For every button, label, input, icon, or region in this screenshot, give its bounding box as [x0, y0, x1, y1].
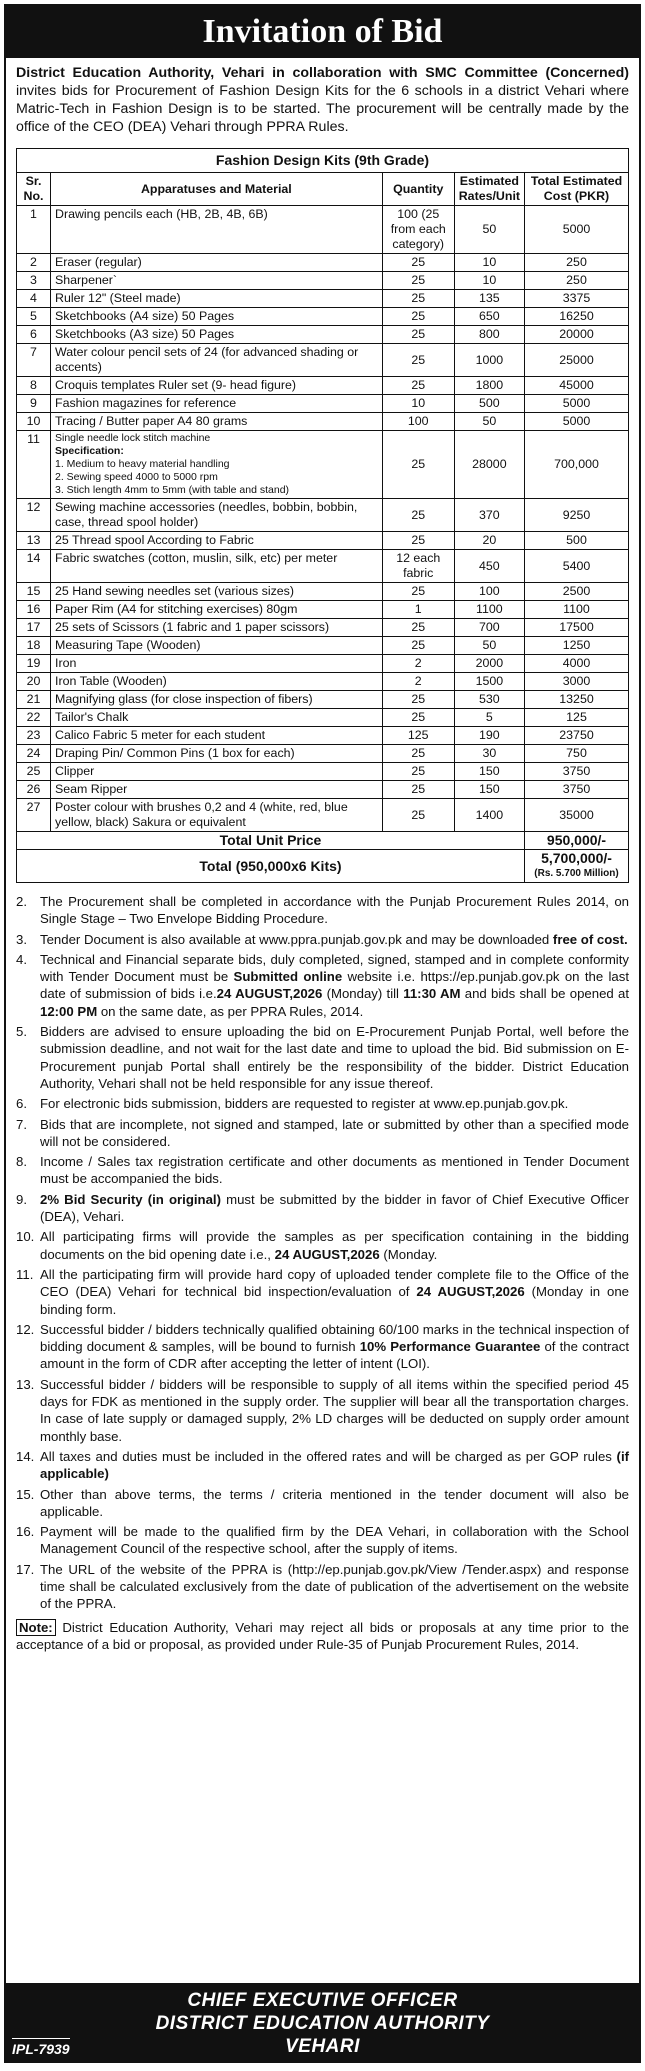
term-number: 11.	[16, 1266, 34, 1282]
cell-cost: 20000	[525, 326, 629, 344]
cell-qty: 125	[382, 727, 454, 745]
term-text: All participating firms will provide the samples as per specification containing in the bidding documents on the bid opening date i.e., 24 AUGUST,2026 (Monday.	[40, 1229, 629, 1262]
cell-item: Iron	[51, 655, 383, 673]
term-number: 14.	[16, 1448, 35, 1464]
cell-rate: 10	[454, 254, 524, 272]
cell-sr: 2	[17, 254, 51, 272]
cell-item: Fashion magazines for reference	[51, 395, 383, 413]
cell-rate: 50	[454, 413, 524, 431]
signature-block	[6, 1983, 639, 2061]
table-row	[17, 637, 629, 655]
grand-total-words: (Rs. 5.700 Million)	[534, 868, 619, 879]
cell-sr: 22	[17, 709, 51, 727]
header-qty: Quantity	[382, 173, 454, 206]
table-row	[17, 709, 629, 727]
cell-sr: 17	[17, 619, 51, 637]
note-label: Note:	[16, 1619, 56, 1636]
term-item	[16, 1023, 629, 1092]
spec-line: 3. Stich length 4mm to 5mm (with table and stand)	[55, 484, 290, 496]
intro-text: invites bids for Procurement of Fashion Design Kits for the 6 schools in a district Vehari where Matric-Tech in Fashion Design is to be started. The procurement will be centrally made by the office of the CEO (DEA) Vehari through PPRA Rules.	[16, 83, 629, 135]
table-row	[17, 781, 629, 799]
term-item	[16, 1523, 629, 1558]
cell-cost: 3750	[525, 763, 629, 781]
cell-sr: 24	[17, 745, 51, 763]
term-text: Bidders are advised to ensure uploading the bid on E-Procurement Punjab Portal, well before the submission deadline, and not wait for the last date and time to upload the bid. Bid submission on E-Procurement punjab Portal shall entirely be the responsibility of the bidder. District Education Authority, Vehari shall not be held responsible for any issue thereof.	[40, 1024, 629, 1091]
cell-rate: 1500	[454, 673, 524, 691]
total-unit-value: 950,000/-	[525, 832, 629, 850]
term-item	[16, 1153, 629, 1188]
bid-notice	[4, 4, 641, 2063]
cell-item: Seam Ripper	[51, 781, 383, 799]
term-item	[16, 1376, 629, 1445]
cell-qty: 25	[382, 272, 454, 290]
cell-cost: 35000	[525, 799, 629, 832]
cell-rate: 1800	[454, 377, 524, 395]
term-number: 9.	[16, 1191, 27, 1207]
cell-rate: 530	[454, 691, 524, 709]
cell-sr: 14	[17, 550, 51, 583]
term-text: For electronic bids submission, bidders are requested to register at www.ep.punjab.gov.pk.	[40, 1096, 569, 1112]
table-caption: Fashion Design Kits (9th Grade)	[17, 149, 629, 173]
cell-cost: 25000	[525, 344, 629, 377]
cell-sr: 4	[17, 290, 51, 308]
kits-table	[16, 148, 629, 883]
cell-qty: 25	[382, 308, 454, 326]
term-number: 15.	[16, 1486, 35, 1502]
cell-cost: 1100	[525, 601, 629, 619]
cell-sr: 12	[17, 499, 51, 532]
cell-item: Clipper	[51, 763, 383, 781]
cell-cost: 2500	[525, 583, 629, 601]
cell-qty: 25	[382, 637, 454, 655]
table-row	[17, 431, 629, 499]
cell-sr: 25	[17, 763, 51, 781]
cell-sr: 16	[17, 601, 51, 619]
term-text: Technical and Financial separate bids, duly completed, signed, stamped and in complete conformity with Tender Document must be Submitted online website i.e. https://ep.punjab.gov.pk on the last date of submission of bids i.e.24 AUGUST,2026 (Monday) till 11:30 AM and bids shall be opened at 12:00 PM on the same date, as per PPRA Rules, 2014.	[40, 951, 630, 1019]
table-row	[17, 799, 629, 832]
cell-cost: 700,000	[525, 431, 629, 499]
table-row	[17, 308, 629, 326]
cell-sr: 10	[17, 413, 51, 431]
term-item	[16, 931, 629, 948]
table-row	[17, 413, 629, 431]
term-item	[16, 1561, 629, 1613]
cell-cost: 3000	[525, 673, 629, 691]
cell-qty: 25	[382, 344, 454, 377]
header-sr: Sr. No.	[17, 173, 51, 206]
cell-sr: 18	[17, 637, 51, 655]
note-text: District Education Authority, Vehari may reject all bids or proposals at any time prior to the acceptance of a bid or proposal, as provided under Rule-35 of Punjab Procurement Rules, 2014.	[16, 1619, 629, 1652]
table-row	[17, 206, 629, 254]
term-text: The Procurement shall be completed in accordance with the Punjab Procurement Rules 2014, on Single Stage – Two Envelope Bidding Procedure.	[40, 894, 629, 927]
cell-qty: 1	[382, 601, 454, 619]
cell-rate: 50	[454, 637, 524, 655]
cell-item: Draping Pin/ Common Pins (1 box for each)	[51, 745, 383, 763]
cell-cost: 3375	[525, 290, 629, 308]
cell-rate: 1400	[454, 799, 524, 832]
table-row	[17, 272, 629, 290]
cell-sr: 26	[17, 781, 51, 799]
cell-item: Paper Rim (A4 for stitching exercises) 80gm	[51, 601, 383, 619]
cell-cost: 4000	[525, 655, 629, 673]
term-number: 7.	[16, 1116, 27, 1132]
cell-qty: 2	[382, 655, 454, 673]
cell-rate: 190	[454, 727, 524, 745]
cell-rate: 100	[454, 583, 524, 601]
cell-item: Poster colour with brushes 0,2 and 4 (white, red, blue yellow, black) Sakura or equivalent	[51, 799, 383, 832]
table-row	[17, 377, 629, 395]
item-name: Single needle lock stitch machine	[55, 432, 211, 444]
footer-line-1: CHIEF EXECUTIVE OFFICER	[187, 1990, 458, 2011]
table-row	[17, 691, 629, 709]
cell-item: Sketchbooks (A3 size) 50 Pages	[51, 326, 383, 344]
term-number: 10.	[16, 1229, 35, 1245]
cell-cost: 9250	[525, 499, 629, 532]
term-number: 6.	[16, 1096, 27, 1112]
cell-item: Calico Fabric 5 meter for each student	[51, 727, 383, 745]
cell-qty: 2	[382, 673, 454, 691]
cell-cost: 45000	[525, 377, 629, 395]
cell-sr: 7	[17, 344, 51, 377]
cell-qty: 25	[382, 781, 454, 799]
term-text: Payment will be made to the qualified firm by the DEA Vehari, in collaboration with the School Management Council of the respective school, after the supply of items.	[40, 1524, 629, 1557]
cell-rate: 150	[454, 781, 524, 799]
intro-paragraph	[6, 58, 639, 144]
cell-rate: 5	[454, 709, 524, 727]
terms-list	[16, 893, 629, 1613]
term-text: The URL of the website of the PPRA is (http://ep.punjab.gov.pk/View /Tender.aspx) and response time shall be calculated exclusively from the date of publication of the advertisement on the website of the PPRA.	[40, 1561, 629, 1612]
table-row	[17, 326, 629, 344]
term-text: Other than above terms, the terms / criteria mentioned in the tender document will also be applicable.	[40, 1486, 629, 1519]
cell-item: Iron Table (Wooden)	[51, 673, 383, 691]
cell-qty: 25	[382, 290, 454, 308]
table-row	[17, 673, 629, 691]
cell-rate: 20	[454, 532, 524, 550]
cell-item: Sharpener`	[51, 272, 383, 290]
cell-item: Ruler 12" (Steel made)	[51, 290, 383, 308]
cell-qty: 25	[382, 499, 454, 532]
term-number: 3.	[16, 931, 27, 947]
term-item	[16, 1266, 629, 1318]
cell-cost: 5400	[525, 550, 629, 583]
table-row	[17, 619, 629, 637]
cell-qty: 25	[382, 532, 454, 550]
term-number: 13.	[16, 1376, 35, 1392]
cell-sr: 21	[17, 691, 51, 709]
cell-cost: 17500	[525, 619, 629, 637]
cell-rate: 150	[454, 763, 524, 781]
cell-rate: 135	[454, 290, 524, 308]
cell-item: 25 Thread spool According to Fabric	[51, 532, 383, 550]
cell-sr: 3	[17, 272, 51, 290]
cell-cost: 16250	[525, 308, 629, 326]
cell-qty: 100	[382, 413, 454, 431]
table-row	[17, 550, 629, 583]
cell-rate: 1100	[454, 601, 524, 619]
term-number: 16.	[16, 1524, 35, 1540]
table-row	[17, 254, 629, 272]
footer-line-2: DISTRICT EDUCATION AUTHORITY	[155, 2013, 490, 2034]
cell-cost: 23750	[525, 727, 629, 745]
cell-qty: 25	[382, 377, 454, 395]
cell-sr: 11	[17, 431, 51, 499]
header-item: Apparatuses and Material	[51, 173, 383, 206]
cell-sr: 20	[17, 673, 51, 691]
term-number: 4.	[16, 951, 27, 967]
term-item	[16, 893, 629, 928]
grand-total-value: 5,700,000/-	[541, 850, 612, 866]
cell-qty: 12 each fabric	[382, 550, 454, 583]
header-rate: Estimated Rates/Unit	[454, 173, 524, 206]
cell-item: Measuring Tape (Wooden)	[51, 637, 383, 655]
term-text: All the participating firm will provide hard copy of uploaded tender complete file to the Office of the CEO (DEA) Vehari for technical bid inspection/evaluation of 24 AUGUST,2026 (Monday in one binding form.	[40, 1266, 629, 1317]
term-item	[16, 1191, 629, 1226]
cell-item	[51, 431, 383, 499]
cell-rate: 30	[454, 745, 524, 763]
table-row	[17, 727, 629, 745]
cell-rate: 700	[454, 619, 524, 637]
cell-sr: 19	[17, 655, 51, 673]
term-item	[16, 1095, 629, 1112]
cell-item: Magnifying glass (for close inspection of fibers)	[51, 691, 383, 709]
table-row	[17, 290, 629, 308]
cell-cost: 13250	[525, 691, 629, 709]
term-text: Successful bidder / bidders technically qualified obtaining 60/100 marks in the technical inspection of bidding document & samples, will be bound to furnish 10% Performance Guarantee of the contract amount in the form of CDR after accepting the letter of intent (LOI).	[40, 1321, 630, 1372]
cell-qty: 25	[382, 709, 454, 727]
cell-rate: 1000	[454, 344, 524, 377]
cell-sr: 15	[17, 583, 51, 601]
cell-qty: 25	[382, 254, 454, 272]
cell-rate: 50	[454, 206, 524, 254]
term-text: Tender Document is also available at www.ppra.punjab.gov.pk and may be downloaded free of cost.	[40, 931, 628, 947]
cell-item: Sewing machine accessories (needles, bobbin, bobbin, case, thread spool holder)	[51, 499, 383, 532]
cell-qty: 25	[382, 583, 454, 601]
intro-lead: District Education Authority, Vehari in collaboration with SMC Committee (Concerned)	[16, 65, 629, 81]
cell-item: Fabric swatches (cotton, muslin, silk, etc) per meter	[51, 550, 383, 583]
cell-rate: 800	[454, 326, 524, 344]
cell-sr: 1	[17, 206, 51, 254]
cell-qty: 25	[382, 431, 454, 499]
term-item	[16, 1486, 629, 1521]
table-row	[17, 583, 629, 601]
term-item	[16, 1321, 629, 1373]
cell-item: Water colour pencil sets of 24 (for advanced shading or accents)	[51, 344, 383, 377]
term-item	[16, 1448, 629, 1483]
cell-sr: 6	[17, 326, 51, 344]
cell-cost: 500	[525, 532, 629, 550]
cell-item: 25 Hand sewing needles set (various sizes)	[51, 583, 383, 601]
cell-item: Tailor's Chalk	[51, 709, 383, 727]
term-text: 2% Bid Security (in original) must be submitted by the bidder in favor of Chief Executive Officer (DEA), Vehari.	[40, 1191, 629, 1225]
cell-rate: 10	[454, 272, 524, 290]
cell-qty: 25	[382, 763, 454, 781]
table-row	[17, 499, 629, 532]
table-row	[17, 344, 629, 377]
term-number: 2.	[16, 894, 27, 909]
cell-rate: 450	[454, 550, 524, 583]
cell-qty: 25	[382, 691, 454, 709]
spec-line: 2. Sewing speed 4000 to 5000 rpm	[55, 471, 218, 483]
cell-cost: 250	[525, 272, 629, 290]
term-item	[16, 1116, 629, 1151]
kits-table-wrap	[16, 148, 629, 883]
cell-rate: 28000	[454, 431, 524, 499]
term-number: 17.	[16, 1561, 35, 1577]
cell-cost: 3750	[525, 781, 629, 799]
cell-rate: 2000	[454, 655, 524, 673]
term-text: Bids that are incomplete, not signed and stamped, late or submitted by other than a specified mode will not be considered.	[40, 1116, 629, 1149]
cell-sr: 9	[17, 395, 51, 413]
term-item	[16, 951, 629, 1020]
header-cost: Total Estimated Cost (PKR)	[525, 173, 629, 206]
table-row	[17, 601, 629, 619]
cell-qty: 25	[382, 326, 454, 344]
notice-title: Invitation of Bid	[6, 6, 639, 58]
cell-sr: 8	[17, 377, 51, 395]
term-number: 12.	[16, 1321, 35, 1337]
ipl-code: IPL-7939	[12, 2038, 70, 2057]
grand-total-cell	[525, 850, 629, 883]
cell-sr: 13	[17, 532, 51, 550]
spec-line: 1. Medium to heavy material handling	[55, 458, 230, 470]
cell-rate: 650	[454, 308, 524, 326]
cell-qty: 100 (25 from each category)	[382, 206, 454, 254]
total-unit-label: Total Unit Price	[17, 832, 525, 850]
table-row	[17, 655, 629, 673]
term-number: 5.	[16, 1024, 27, 1040]
term-number: 8.	[16, 1154, 27, 1170]
cell-cost: 1250	[525, 637, 629, 655]
cell-cost: 250	[525, 254, 629, 272]
cell-rate: 500	[454, 395, 524, 413]
cell-cost: 5000	[525, 413, 629, 431]
term-text: Income / Sales tax registration certificate and other documents as mentioned in Tender Document must be accompanied the bids.	[40, 1154, 629, 1187]
spec-title: Specification:	[55, 445, 124, 457]
cell-qty: 25	[382, 619, 454, 637]
grand-total-label: Total (950,000x6 Kits)	[17, 850, 525, 883]
table-row	[17, 532, 629, 550]
cell-cost: 750	[525, 745, 629, 763]
note	[16, 1619, 629, 1654]
cell-item: Drawing pencils each (HB, 2B, 4B, 6B)	[51, 206, 383, 254]
cell-rate: 370	[454, 499, 524, 532]
cell-item: Tracing / Butter paper A4 80 grams	[51, 413, 383, 431]
term-text: Successful bidder / bidders will be responsible to supply of all items within the specified period 45 days for FDK as mentioned in the supply order. The supplier will bear all the transportation charges. In case of late supply or damaged supply, 2% LD charges will be deducted on supply order amount monthly base.	[40, 1376, 629, 1444]
term-item	[16, 1228, 629, 1263]
cell-item: Croquis templates Ruler set (9- head figure)	[51, 377, 383, 395]
table-row	[17, 745, 629, 763]
cell-cost: 125	[525, 709, 629, 727]
cell-sr: 23	[17, 727, 51, 745]
table-row	[17, 395, 629, 413]
footer-line-3: VEHARI	[285, 2036, 360, 2057]
cell-cost: 5000	[525, 206, 629, 254]
cell-qty: 25	[382, 799, 454, 832]
cell-item: Eraser (regular)	[51, 254, 383, 272]
cell-sr: 5	[17, 308, 51, 326]
cell-cost: 5000	[525, 395, 629, 413]
cell-qty: 25	[382, 745, 454, 763]
cell-qty: 10	[382, 395, 454, 413]
table-body	[17, 206, 629, 832]
cell-item: 25 sets of Scissors (1 fabric and 1 paper scissors)	[51, 619, 383, 637]
table-row	[17, 763, 629, 781]
cell-item: Sketchbooks (A4 size) 50 Pages	[51, 308, 383, 326]
term-text: All taxes and duties must be included in the offered rates and will be charged as per GOP rules (if applicable)	[40, 1448, 629, 1482]
cell-sr: 27	[17, 799, 51, 832]
